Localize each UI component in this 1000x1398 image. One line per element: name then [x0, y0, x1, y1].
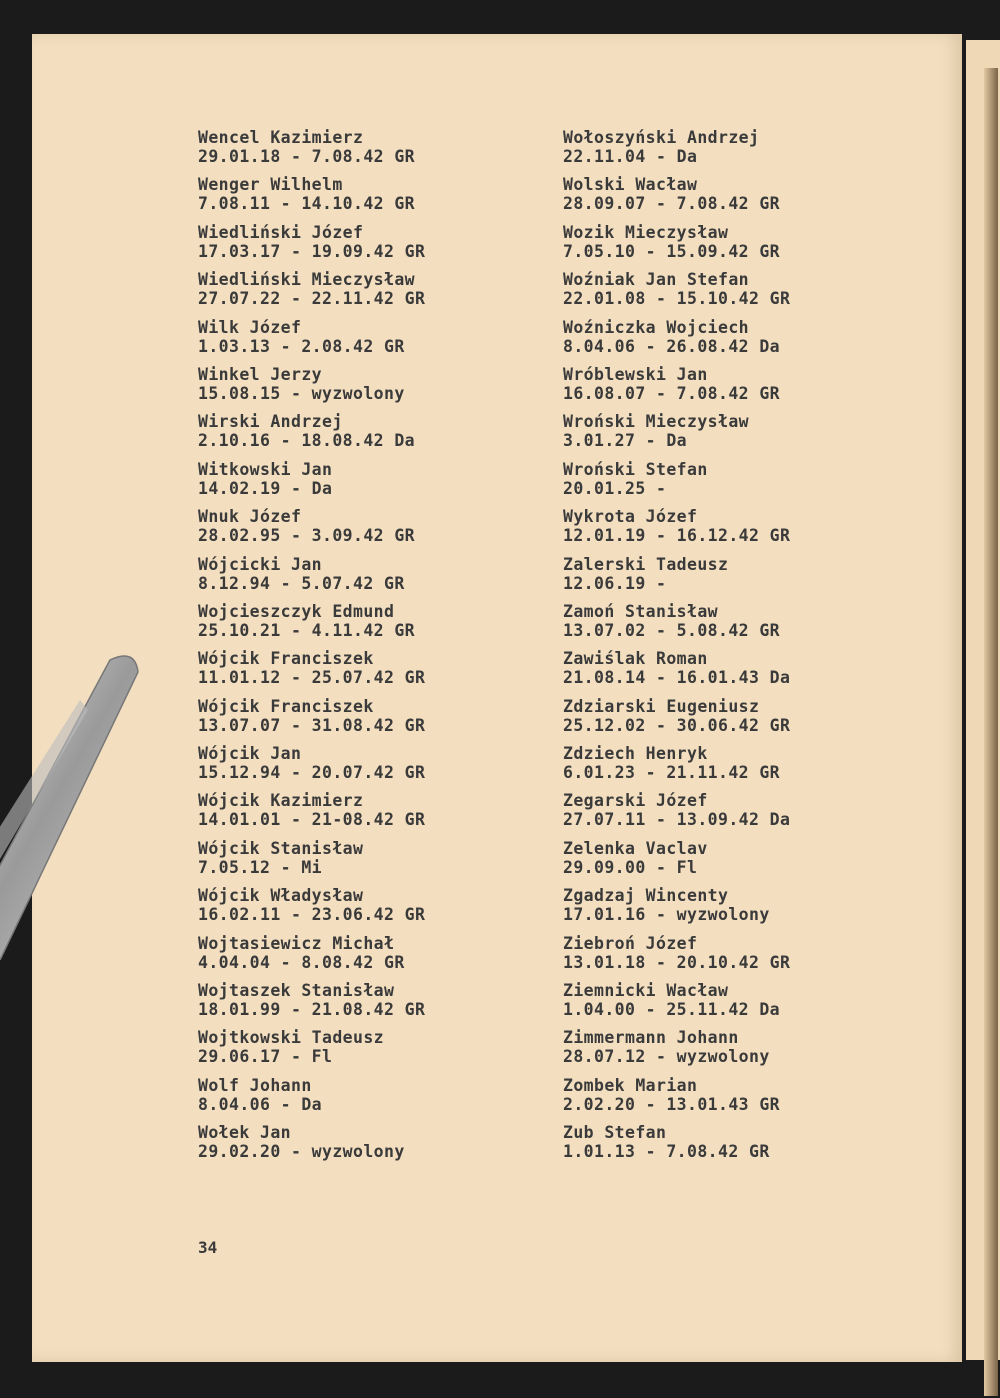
list-item — [563, 270, 923, 317]
person-dates: 15.12.94 - 20.07.42 GR — [198, 763, 426, 783]
person-dates: 16.02.11 - 23.06.42 GR — [198, 905, 426, 925]
person-name: Woźniczka Wojciech — [563, 317, 750, 337]
person-dates: 12.06.19 - — [563, 573, 667, 593]
list-item — [563, 223, 923, 270]
list-item — [198, 934, 558, 981]
list-item — [198, 460, 558, 507]
person-name: Zegarski Józef — [563, 791, 708, 811]
list-item — [563, 791, 923, 838]
person-name: Wroński Mieczysław — [563, 412, 750, 432]
person-dates: 12.01.19 - 16.12.42 GR — [563, 526, 791, 546]
list-item — [198, 649, 558, 696]
person-name: Wozik Mieczysław — [563, 222, 729, 242]
list-item — [198, 555, 558, 602]
list-item — [563, 412, 923, 459]
list-item — [198, 128, 558, 175]
list-item — [198, 886, 558, 933]
person-dates: 8.12.94 - 5.07.42 GR — [198, 573, 405, 593]
list-item — [198, 744, 558, 791]
person-name: Wróblewski Jan — [563, 364, 708, 384]
list-item — [563, 1123, 923, 1170]
person-dates: 13.07.07 - 31.08.42 GR — [198, 715, 426, 735]
person-name: Wiedliński Józef — [198, 222, 364, 242]
person-name: Wójcicki Jan — [198, 554, 323, 574]
person-dates: 22.01.08 - 15.10.42 GR — [563, 289, 791, 309]
person-name: Wojtaszek Stanisław — [198, 981, 395, 1001]
list-item — [563, 1028, 923, 1075]
list-item — [198, 365, 558, 412]
list-item — [563, 697, 923, 744]
list-item — [198, 791, 558, 838]
person-dates: 8.04.06 - 26.08.42 Da — [563, 336, 781, 356]
person-name: Wójcik Franciszek — [198, 696, 374, 716]
person-name: Wołek Jan — [198, 1123, 292, 1143]
person-name: Wolf Johann — [198, 1075, 312, 1095]
person-dates: 18.01.99 - 21.08.42 GR — [198, 1000, 426, 1020]
list-item — [563, 318, 923, 365]
list-item — [198, 697, 558, 744]
list-item — [563, 460, 923, 507]
list-item — [563, 839, 923, 886]
person-dates: 6.01.23 - 21.11.42 GR — [563, 763, 781, 783]
list-item — [563, 365, 923, 412]
list-item — [563, 934, 923, 981]
person-name: Zawiślak Roman — [563, 649, 708, 669]
person-dates: 25.10.21 - 4.11.42 GR — [198, 620, 416, 640]
person-dates: 2.02.20 - 13.01.43 GR — [563, 1094, 781, 1114]
person-dates: 7.05.10 - 15.09.42 GR — [563, 241, 781, 261]
person-dates: 17.01.16 - wyzwolony — [563, 905, 770, 925]
person-name: Zombek Marian — [563, 1075, 698, 1095]
page-number: 34 — [198, 1238, 218, 1257]
person-dates: 25.12.02 - 30.06.42 GR — [563, 715, 791, 735]
person-name: Wroński Stefan — [563, 459, 708, 479]
list-item — [563, 1076, 923, 1123]
list-item — [198, 1028, 558, 1075]
person-dates: 29.02.20 - wyzwolony — [198, 1142, 405, 1162]
list-item — [563, 175, 923, 222]
person-dates: 17.03.17 - 19.09.42 GR — [198, 241, 426, 261]
person-name: Wójcik Kazimierz — [198, 791, 364, 811]
list-item — [563, 744, 923, 791]
list-item — [563, 507, 923, 554]
person-dates: 29.09.00 - Fl — [563, 857, 698, 877]
tweezers-icon — [0, 640, 160, 960]
person-dates: 14.01.01 - 21-08.42 GR — [198, 810, 426, 830]
person-dates: 15.08.15 - wyzwolony — [198, 383, 405, 403]
person-name: Wirski Andrzej — [198, 412, 343, 432]
person-dates: 16.08.07 - 7.08.42 GR — [563, 383, 781, 403]
left-column — [198, 128, 558, 1171]
person-name: Wojtkowski Tadeusz — [198, 1028, 385, 1048]
list-item — [563, 602, 923, 649]
person-name: Wójcik Stanisław — [198, 838, 364, 858]
list-item — [198, 318, 558, 365]
person-dates: 29.01.18 - 7.08.42 GR — [198, 147, 416, 166]
person-dates: 22.11.04 - Da — [563, 147, 698, 166]
person-name: Wojcieszczyk Edmund — [198, 601, 395, 621]
person-name: Zgadzaj Wincenty — [563, 886, 729, 906]
list-item — [198, 270, 558, 317]
list-item — [198, 1076, 558, 1123]
person-dates: 29.06.17 - Fl — [198, 1047, 333, 1067]
person-dates: 14.02.19 - Da — [198, 478, 333, 498]
person-dates: 4.04.04 - 8.08.42 GR — [198, 952, 405, 972]
person-dates: 28.07.12 - wyzwolony — [563, 1047, 770, 1067]
person-dates: 8.04.06 - Da — [198, 1094, 323, 1114]
person-name: Wójcik Jan — [198, 744, 302, 764]
person-dates: 13.07.02 - 5.08.42 GR — [563, 620, 781, 640]
book-gutter — [984, 68, 998, 1396]
person-name: Zub Stefan — [563, 1123, 667, 1143]
person-name: Ziebroń Józef — [563, 933, 698, 953]
person-name: Wójcik Franciszek — [198, 649, 374, 669]
person-name: Wnuk Józef — [198, 507, 302, 527]
list-item — [198, 839, 558, 886]
list-item — [563, 649, 923, 696]
person-name: Wilk Józef — [198, 317, 302, 337]
list-item — [563, 981, 923, 1028]
person-dates: 1.03.13 - 2.08.42 GR — [198, 336, 405, 356]
list-item — [198, 602, 558, 649]
person-dates: 1.01.13 - 7.08.42 GR — [563, 1142, 770, 1162]
person-name: Zalerski Tadeusz — [563, 554, 729, 574]
list-item — [563, 555, 923, 602]
person-dates: 7.08.11 - 14.10.42 GR — [198, 194, 416, 214]
list-item — [563, 886, 923, 933]
list-item — [198, 412, 558, 459]
list-item — [198, 981, 558, 1028]
person-name: Witkowski Jan — [198, 459, 333, 479]
person-dates: 27.07.22 - 22.11.42 GR — [198, 289, 426, 309]
person-dates: 2.10.16 - 18.08.42 Da — [198, 431, 416, 451]
person-dates: 27.07.11 - 13.09.42 Da — [563, 810, 791, 830]
person-name: Zdziech Henryk — [563, 744, 708, 764]
person-name: Wiedliński Mieczysław — [198, 270, 416, 290]
person-dates: 13.01.18 - 20.10.42 GR — [563, 952, 791, 972]
person-name: Wenger Wilhelm — [198, 175, 343, 195]
person-name: Wolski Wacław — [563, 175, 698, 195]
person-name: Zelenka Vaclav — [563, 838, 708, 858]
person-dates: 28.09.07 - 7.08.42 GR — [563, 194, 781, 214]
list-item — [198, 175, 558, 222]
person-dates: 1.04.00 - 25.11.42 Da — [563, 1000, 781, 1020]
person-name: Wołoszyński Andrzej — [563, 128, 760, 147]
list-item — [563, 128, 923, 175]
right-column — [563, 128, 923, 1171]
person-dates: 20.01.25 - — [563, 478, 667, 498]
person-name: Wojtasiewicz Michał — [198, 933, 395, 953]
person-name: Wójcik Władysław — [198, 886, 364, 906]
list-item — [198, 1123, 558, 1170]
person-dates: 3.01.27 - Da — [563, 431, 688, 451]
person-name: Woźniak Jan Stefan — [563, 270, 750, 290]
person-dates: 21.08.14 - 16.01.43 Da — [563, 668, 791, 688]
list-item — [198, 507, 558, 554]
person-dates: 11.01.12 - 25.07.42 GR — [198, 668, 426, 688]
person-name: Wencel Kazimierz — [198, 128, 364, 147]
person-name: Wykrota Józef — [563, 507, 698, 527]
person-dates: 7.05.12 - Mi — [198, 857, 323, 877]
person-dates: 28.02.95 - 3.09.42 GR — [198, 526, 416, 546]
person-name: Zamoń Stanisław — [563, 601, 719, 621]
person-name: Zimmermann Johann — [563, 1028, 739, 1048]
list-item — [198, 223, 558, 270]
person-name: Winkel Jerzy — [198, 364, 323, 384]
person-name: Ziemnicki Wacław — [563, 981, 729, 1001]
person-name: Zdziarski Eugeniusz — [563, 696, 760, 716]
